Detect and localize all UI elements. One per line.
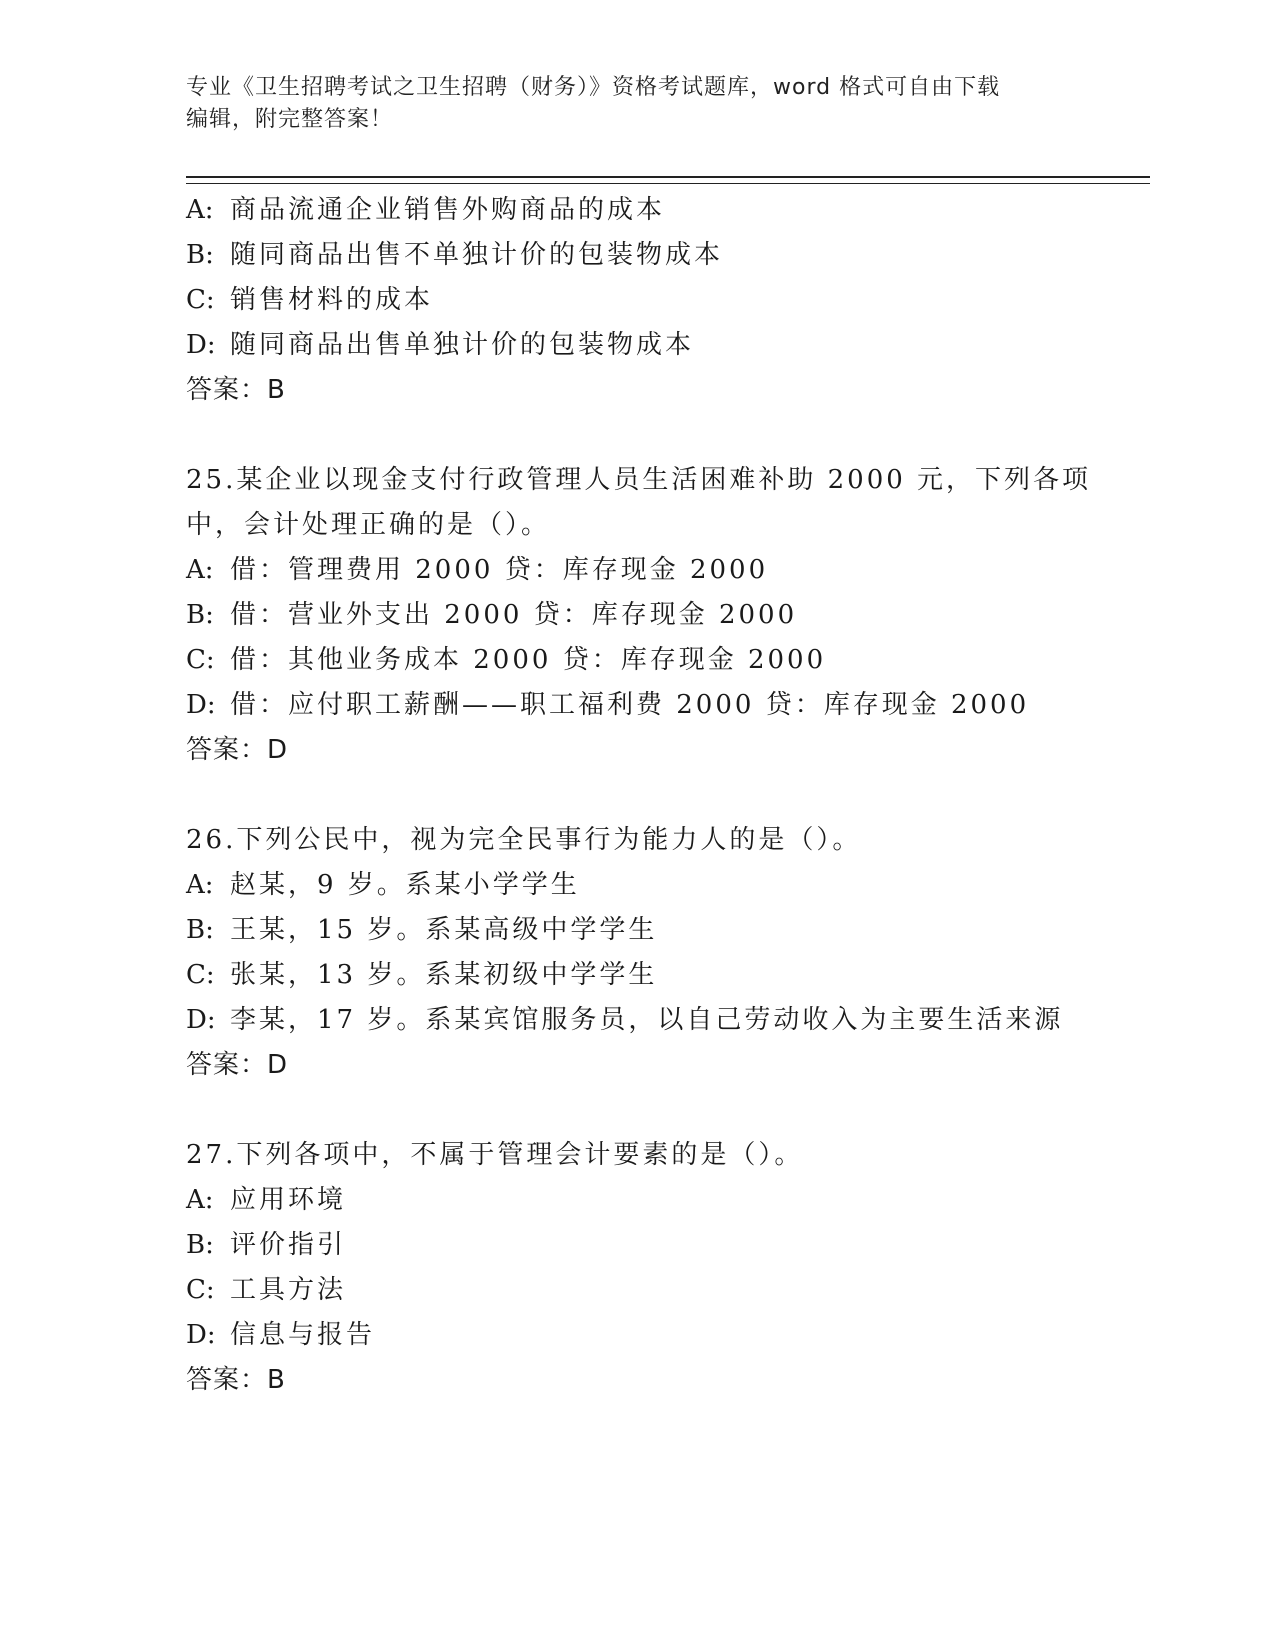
question-25 (186, 458, 1092, 773)
option-text: 随同商品出售不单独计价的包装物成本 (230, 240, 724, 270)
option-letter: C: (186, 960, 215, 990)
option-text: 借：管理费用 2000 贷：库存现金 2000 (230, 555, 769, 585)
spacer (186, 413, 1086, 458)
option-letter: A: (186, 870, 214, 900)
header-divider (186, 176, 1150, 184)
option-a (186, 188, 1086, 233)
option-text: 借：营业外支出 2000 贷：库存现金 2000 (230, 600, 798, 630)
option-c (186, 953, 1086, 998)
option-a (186, 1178, 1086, 1223)
header-line-2: 编辑，附完整答案！ (186, 107, 394, 132)
option-d (186, 683, 1086, 728)
header-line-1: 专业《卫生招聘考试之卫生招聘（财务）》资格考试题库，word 格式可自由下载 (186, 75, 1001, 100)
answer: 答案：D (186, 1050, 289, 1080)
question-24 (186, 188, 1086, 413)
option-text: 随同商品出售单独计价的包装物成本 (230, 330, 695, 360)
option-letter: B: (186, 240, 214, 270)
option-text: 借：应付职工薪酬——职工福利费 2000 贷：库存现金 2000 (230, 690, 1030, 720)
question-26 (186, 818, 1086, 1088)
question-stem: 26.下列公民中，视为完全民事行为能力人的是（）。 (186, 825, 862, 855)
option-letter: B: (186, 1230, 214, 1260)
option-letter: C: (186, 285, 215, 315)
option-b (186, 1223, 1086, 1268)
option-letter: A: (186, 555, 214, 585)
option-b (186, 233, 1086, 278)
spacer (186, 1088, 1086, 1133)
question-stem-continued: 中，会计处理正确的是（）。 (186, 510, 551, 540)
option-c (186, 278, 1086, 323)
option-letter: D: (186, 330, 216, 360)
option-d (186, 1313, 1086, 1358)
option-c (186, 638, 1086, 683)
option-text: 评价指引 (230, 1230, 347, 1260)
option-text: 借：其他业务成本 2000 贷：库存现金 2000 (230, 645, 827, 675)
option-d (186, 998, 1086, 1043)
option-letter: A: (186, 195, 214, 225)
answer: 答案：D (186, 735, 289, 765)
option-letter: D: (186, 1320, 216, 1350)
option-c (186, 1268, 1086, 1313)
option-letter: B: (186, 915, 214, 945)
option-text: 商品流通企业销售外购商品的成本 (230, 195, 666, 225)
question-list (186, 188, 1092, 1403)
option-text: 应用环境 (230, 1185, 347, 1215)
option-a (186, 863, 1086, 908)
question-stem: 25.某企业以现金支付行政管理人员生活困难补助 2000 元，下列各项 (186, 465, 1092, 495)
option-letter: D: (186, 690, 216, 720)
answer: 答案：B (186, 1365, 286, 1395)
option-d (186, 323, 1086, 368)
document-header (186, 72, 1066, 136)
option-text: 赵某，9 岁。系某小学学生 (230, 870, 580, 900)
option-letter: D: (186, 1005, 216, 1035)
question-27 (186, 1133, 1086, 1403)
option-text: 王某，15 岁。系某高级中学学生 (230, 915, 658, 945)
option-b (186, 593, 1086, 638)
option-text: 销售材料的成本 (230, 285, 434, 315)
option-text: 李某，17 岁。系某宾馆服务员，以自己劳动收入为主要生活来源 (230, 1005, 1064, 1035)
option-text: 张某，13 岁。系某初级中学学生 (230, 960, 658, 990)
option-letter: C: (186, 645, 215, 675)
answer: 答案：B (186, 375, 286, 405)
option-letter: B: (186, 600, 214, 630)
option-a (186, 548, 1086, 593)
option-b (186, 908, 1086, 953)
option-text: 工具方法 (230, 1275, 347, 1305)
spacer (186, 773, 1086, 818)
option-letter: A: (186, 1185, 214, 1215)
option-text: 信息与报告 (230, 1320, 376, 1350)
option-letter: C: (186, 1275, 215, 1305)
question-stem: 27.下列各项中，不属于管理会计要素的是（）。 (186, 1140, 804, 1170)
